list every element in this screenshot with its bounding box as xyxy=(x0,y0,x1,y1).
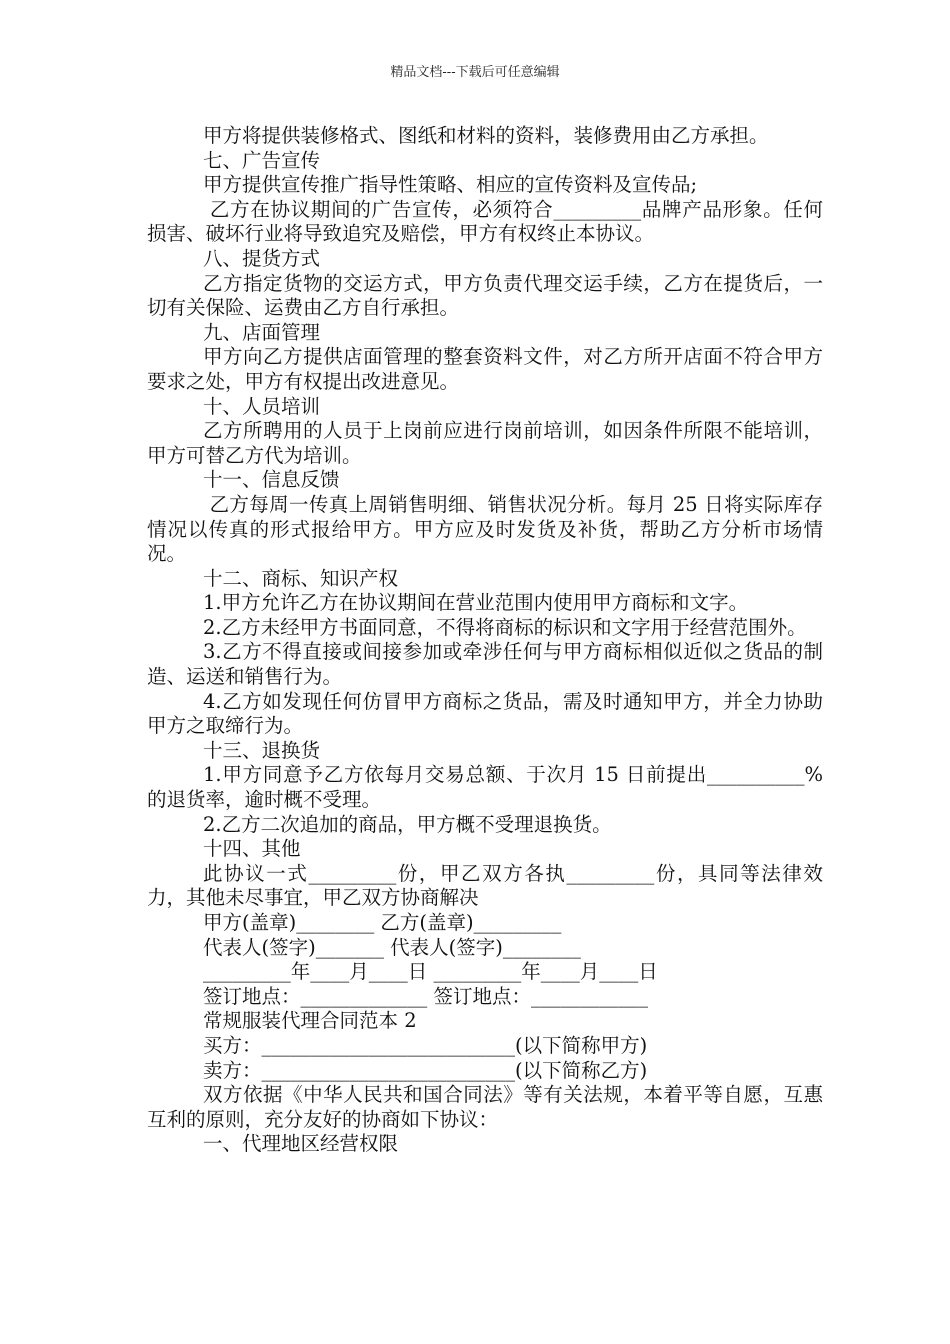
section-heading: 十四、其他 xyxy=(203,837,301,861)
buyer-line: 买方：__________________________(以下简称甲方) xyxy=(203,1033,648,1057)
list-item: 1.甲方同意予乙方依每月交易总额、于次月 15 日前提出__________%的退货率，逾时概不受理。 xyxy=(147,763,823,812)
paragraph: 甲方将提供装修格式、图纸和材料的资料，装修费用由乙方承担。 xyxy=(203,124,769,147)
page-header: 精品文档---下载后可任意编辑 xyxy=(390,65,560,80)
signature-line: 甲方(盖章)________ 乙方(盖章)_________ xyxy=(203,911,562,934)
list-item: 4.乙方如发现任何仿冒甲方商标之货品，需及时通知甲方，并全力协助甲方之取缔行为。 xyxy=(147,689,823,738)
paragraph: 甲方提供宣传推广指导性策略、相应的宣传资料及宣传品; xyxy=(203,173,698,197)
list-item: 3.乙方不得直接或间接参加或牵涉任何与甲方商标相似近似之货品的制造、运送和销售行为。 xyxy=(147,640,823,689)
list-item: 2.乙方二次追加的商品，甲方概不受理退换货。 xyxy=(203,812,612,836)
section-heading: 十二、商标、知识产权 xyxy=(203,566,399,590)
list-item: 2.乙方未经甲方书面同意，不得将商标的标识和文字用于经营范围外。 xyxy=(203,615,807,639)
paragraph: 乙方所聘用的人员于上岗前应进行岗前培训，如因条件所限不能培训，甲方可替乙方代为培训。 xyxy=(147,419,823,467)
document-body xyxy=(147,124,823,1157)
paragraph: 乙方每周一传真上周销售明细、销售状况分析。每月 25 日将实际库存情况以传真的形式报给甲方。甲方应及时发货及补货，帮助乙方分析市场情况。 xyxy=(147,492,823,566)
section-heading: 七、广告宣传 xyxy=(203,148,321,172)
paragraph: 双方依据《中华人民共和国合同法》等有关法规，本着平等自愿，互惠互利的原则，充分友好的协商如下协议： xyxy=(147,1083,823,1131)
section-heading: 九、店面管理 xyxy=(203,320,321,344)
section-heading: 十三、退换货 xyxy=(203,738,321,762)
paragraph: 甲方向乙方提供店面管理的整套资料文件，对乙方所开店面不符合甲方要求之处，甲方有权提出改进意见。 xyxy=(147,345,823,393)
document-title: 常规服装代理合同范本 2 xyxy=(203,1009,417,1033)
section-heading: 一、代理地区经营权限 xyxy=(203,1132,399,1156)
section-heading: 十一、信息反馈 xyxy=(203,468,340,492)
seller-line: 卖方：__________________________(以下简称乙方) xyxy=(203,1058,648,1082)
signing-place-line: 签订地点：_____________ 签订地点：____________ xyxy=(203,984,648,1008)
section-heading: 十、人员培训 xyxy=(203,394,321,418)
list-item: 1.甲方允许乙方在协议期间在营业范围内使用甲方商标和文字。 xyxy=(203,591,749,615)
paragraph: 乙方在协议期间的广告宣传，必须符合_________品牌产品形象。任何损害、破坏行业将导致追究及赔偿，甲方有权终止本协议。 xyxy=(147,197,823,246)
date-line: _________年____月____日 _________年____月____日 xyxy=(203,960,658,984)
paragraph: 乙方指定货物的交运方式，甲方负责代理交运手续，乙方在提货后，一切有关保险、运费由乙方自行承担。 xyxy=(147,271,823,320)
signature-line: 代表人(签字)_______ 代表人(签字)________ xyxy=(203,935,581,959)
paragraph: 此协议一式_________份，甲乙双方各执_________份，具同等法律效力，其他未尽事宜，甲乙双方协商解决 xyxy=(147,861,823,910)
section-heading: 八、提货方式 xyxy=(203,246,321,270)
